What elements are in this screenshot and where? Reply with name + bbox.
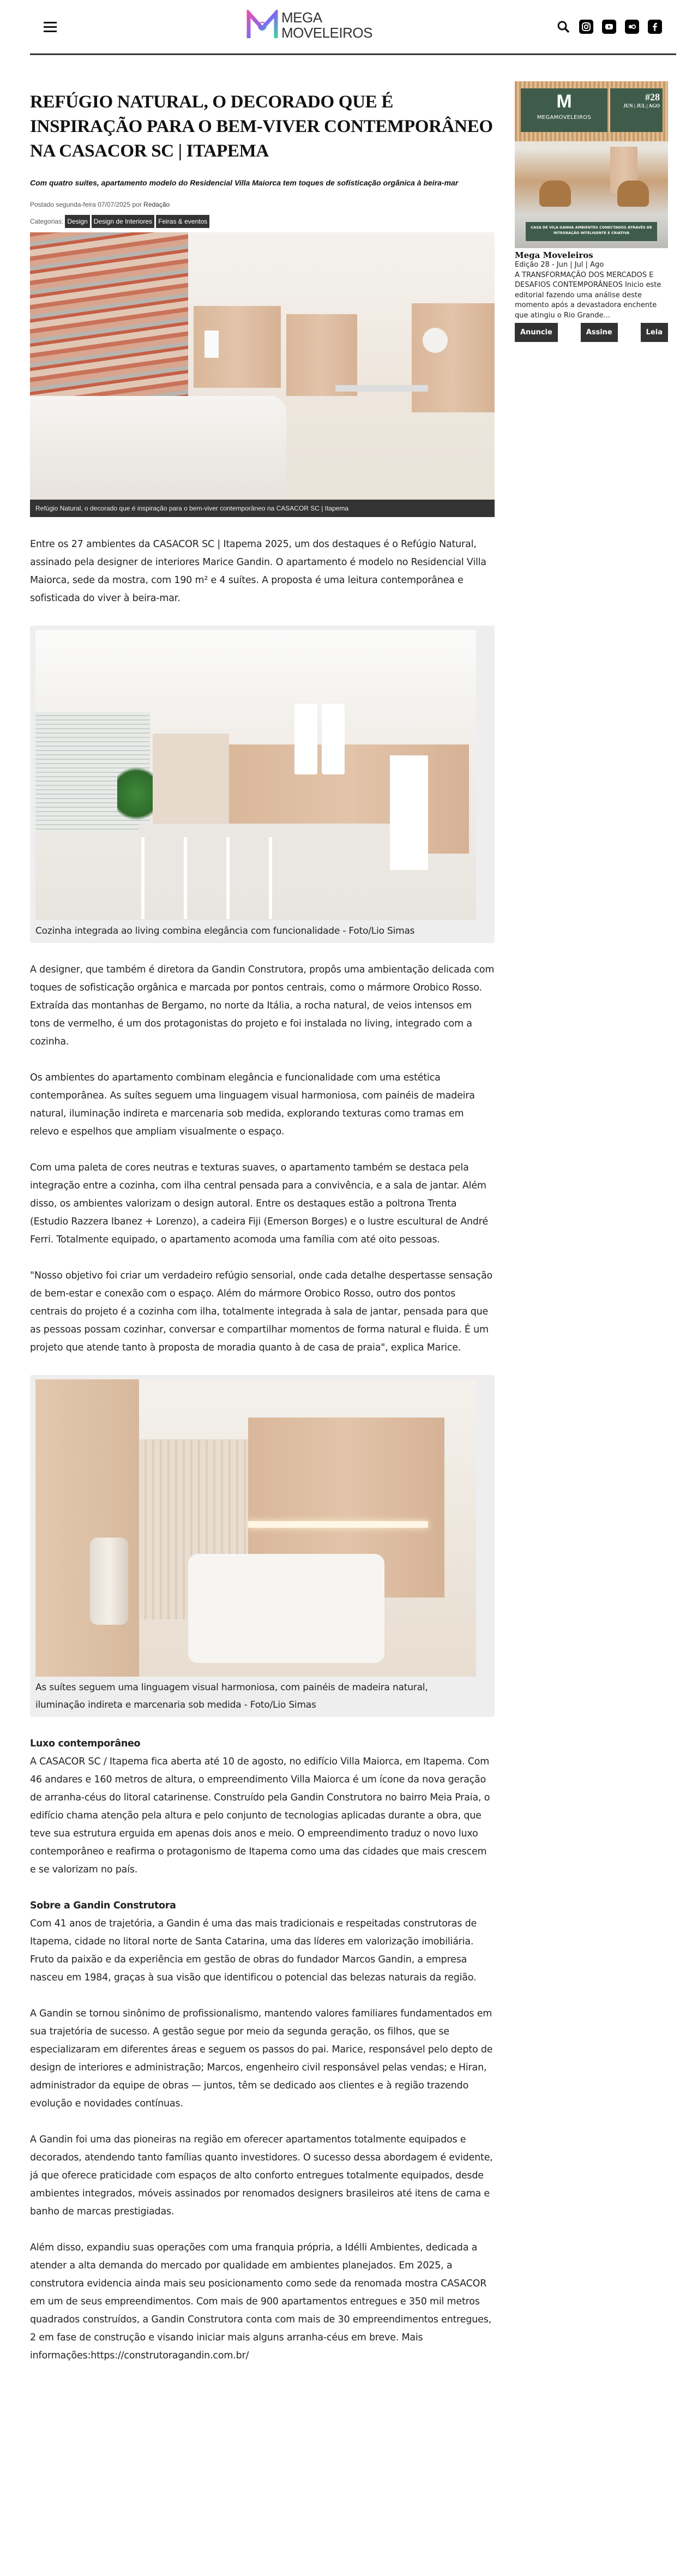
categories (30, 215, 495, 228)
paragraph: A Gandin foi uma das pioneiras na região em oferecer apartamentos totalmente equipados e decorados, atendendo tanto famílias quanto investidores. O sucesso dessa abordagem é evidente, já que oferece praticidade com espaços de alto conforto entregues totalmente equipados, desde ambientes integrados, móveis assinados por renomados designers brasileiros até itens de cama e banho de marcas prestigiadas. (30, 2134, 493, 2217)
section-heading: Luxo contemporâneo (30, 1738, 141, 1749)
paragraph: A designer, que também é diretora da Gandin Construtora, propôs uma ambientação delicada com toques de sofisticação orgânica e marcada por pontos centrais, como o mármore Orobico Rosso. Extraída das montanhas de Bergamo, no norte da Itália, a rocha natural, de veios intensos em tons de vermelho, é um dos protagonistas do projeto e foi instalada no living, integrado com a cozinha. (30, 964, 495, 1047)
article-subtitle: Com quatro suítes, apartamento modelo do Residencial Villa Maiorca tem toques de sofisticação orgânica à beira-mar (30, 178, 459, 187)
paragraph: Com 41 anos de trajetória, a Gandin é uma das mais tradicionais e respeitadas construtoras de Itapema, cidade no litoral norte de Santa Catarina, uma das líderes em valorização imobiliária. Fruto da paixão e da experiência em gestão de obras do fundador Marcos Gandin, a empresa nasceu em 1984, graças à sua visão que identificou o potencial das belezas naturais da região. (30, 1918, 477, 1983)
suite-image (35, 1379, 476, 1677)
menu-icon[interactable] (44, 22, 57, 33)
paragraph-text: Além disso, expandiu suas operações com uma franquia própria, a Idélli Ambientes, dedicada a atender a alta demanda do mercado por qualidade em ambientes planejados. Em 2025, a construtora evidencia ainda mais seu posicionamento como sede da renomada mostra CASACOR em um de seus empreendimentos. Com mais de 900 apartamentos entregues e 350 mil metros quadrados construídos, a Gandin Construtora conta com mais de 30 empreendimentos entregues, 2 em fase de construção e visando iniciar mais alguns arranha-céus em breve. Mais (30, 2242, 491, 2343)
facebook-icon[interactable] (648, 20, 662, 34)
cover-months: JUN | JUL | AGO (623, 103, 660, 109)
figure-caption: Cozinha integrada ao living combina elegância com funcionalidade - Foto/Lio Simas (35, 926, 415, 936)
article-title: REFÚGIO NATURAL, O DECORADO QUE É INSPIRAÇÃO PARA O BEM-VIVER CONTEMPORÂNEO NA CASACOR SC | ITAPEMA (30, 92, 493, 161)
wardrobe-panel (286, 314, 357, 396)
magazine-cover[interactable] (515, 81, 668, 248)
leia-button[interactable]: Leia (641, 323, 668, 342)
header-icons (556, 20, 662, 34)
cover-brand: MEGAMOVELEIROS (537, 115, 592, 121)
sidebar-magazine (515, 81, 668, 342)
post-meta (30, 201, 495, 208)
anuncie-button[interactable]: Anuncie (515, 323, 558, 342)
hero-image (30, 232, 495, 500)
cover-headline: CASA DE VILA GANHA AMBIENTES CONECTADOS ATRAVÉS DE INTEGRAÇÃO INTELIGENTE E CRIATIVA (526, 222, 657, 241)
gandin-link[interactable]: informações:https://construtoragandin.com.br/ (30, 2350, 249, 2361)
site-header (0, 0, 698, 55)
hero-figure (30, 232, 495, 517)
post-date: Postado segunda-feira 07/07/2025 por (30, 201, 142, 208)
cover-chair-right (617, 181, 649, 207)
search-icon[interactable] (556, 20, 570, 34)
cover-m-icon: M (556, 91, 572, 112)
logo-mark-icon (246, 10, 278, 40)
instagram-icon[interactable] (579, 20, 593, 34)
wood-column (35, 1379, 139, 1677)
category-tag-feiras-eventos[interactable]: Feiras & eventos (156, 215, 209, 228)
paragraph: Os ambientes do apartamento combinam elegância e funcionalidade com uma estética contemporânea. As suítes seguem uma linguagem visual harmoniosa, com painéis de madeira natural, iluminação indireta e marcenaria sob medida, explorando texturas como tramas em relevo e espelhos que ampliam visualmente o espaço. (30, 1072, 475, 1137)
cover-logo (521, 88, 607, 132)
kitchen-image (35, 630, 476, 920)
plant (117, 761, 155, 826)
figure-caption: As suítes seguem uma linguagem visual harmoniosa, com painéis de madeira natural, iluminação indireta e marcenaria sob medida - Foto/Lio Simas (35, 1682, 428, 1710)
paragraph: A CASACOR SC / Itapema fica aberta até 10 de agosto, no edifício Villa Maiorca, em Itapema. Com 46 andares e 160 metros de altura, o empreendimento Villa Maiorca é um ícone da nova geração de arranha-céus do litoral catarinense. Construído pela Gandin Construtora no bairro Meia Praia, o edifício chama atenção pela altura e pelo conjunto de tecnologias aplicadas durante a obra, que teve sua estrutura erguida em apenas dois anos e meio. O empreendimento traduz o novo luxo contemporâneo e reafirma o protagonismo de Itapema como uma das cidades que mais crescem e se valorizam no país. (30, 1756, 490, 1875)
paragraph: Entre os 27 ambientes da CASACOR SC | Itapema 2025, um dos destaques é o Refúgio Natural, assinado pela designer de interiores Marice Gandin. O apartamento é modelo no Residencial Villa Maiorca, sede da mostra, com 190 m² e 4 suítes. A proposta é uma leitura contemporânea e sofisticada do viver à beira-mar. (30, 539, 486, 604)
marble-wall (30, 232, 188, 412)
figure-suite (30, 1375, 495, 1717)
range-hood (204, 331, 219, 358)
bed (188, 1554, 384, 1663)
cover-chair-left (539, 181, 571, 207)
wall-art (423, 328, 448, 353)
led-strip (248, 1521, 428, 1528)
magazine-description: A TRANSFORMAÇÃO DOS MERCADOS E DESAFIOS CONTEMPORÂNEOS Inicio este editorial fazendo uma análise deste momento após a devastadora enchente que atingiu o Rio Grande... (515, 271, 661, 320)
article (30, 90, 495, 2365)
category-tag-design[interactable]: Design (65, 215, 89, 228)
magazine-title: Mega Moveleiros (515, 250, 593, 260)
logo-line1: MEGA (281, 9, 322, 26)
vase (90, 1538, 128, 1625)
flickr-icon[interactable] (625, 20, 639, 34)
bar-stools (134, 837, 303, 919)
logo-text (281, 10, 372, 40)
cover-issue-number: #28 (645, 92, 660, 103)
article-body (30, 536, 495, 2365)
paragraph: Com uma paleta de cores neutras e texturas suaves, o apartamento também se destaca pela integração entre a cozinha, com ilha central pensada para a convivência, e a sala de jantar. Além disso, os ambientes valorizam o design autoral. Entre os destaques estão a poltrona Trenta (Estudio Razzera Ibanez + Lorenzo), a cadeira Fiji (Emerson Borges) e o lustre escultural de André Ferri. Totalmente equipado, o apartamento acomoda uma família com até oito pessoas. (30, 1162, 488, 1245)
sofa (30, 396, 286, 500)
cover-issue (610, 88, 663, 132)
post-author[interactable]: Redação (143, 201, 170, 208)
categories-label: Categorias: (30, 218, 64, 225)
magazine-edition: Edição 28 - Jun | Jul | Ago (515, 261, 604, 269)
hood-left (294, 704, 317, 774)
paragraph (30, 2239, 495, 2365)
logo-line2: MOVELEIROS (281, 25, 372, 41)
site-logo[interactable] (246, 10, 372, 40)
hood-right (322, 704, 345, 774)
category-tag-design-de-interiores[interactable]: Design de Interiores (92, 215, 154, 228)
wall-panel (412, 303, 495, 412)
hero-caption: Refúgio Natural, o decorado que é inspiração para o bem-viver contemporâneo na CASACOR SC | Itapema (30, 500, 495, 517)
assine-button[interactable]: Assine (581, 323, 618, 342)
dining-table (335, 385, 428, 392)
header-divider (30, 53, 676, 55)
paragraph: "Nosso objetivo foi criar um verdadeiro refúgio sensorial, onde cada detalhe despertasse sensação de bem-estar e conexão com o espaço. Além do mármore Orobico Rosso, outro dos pontos centrais do projeto é a cozinha com ilha, totalmente integrada à sala de jantar, pensada para que as pessoas possam cozinhar, conversar e compartilhar momentos de forma natural e fluida. É um projeto que atende tanto à proposta de moradia quanto à de casa de praia", explica Marice. (30, 1270, 492, 1353)
youtube-icon[interactable] (602, 20, 616, 34)
figure-kitchen (30, 626, 495, 943)
door (390, 755, 428, 870)
section-heading: Sobre a Gandin Construtora (30, 1900, 176, 1911)
magazine-actions (515, 323, 668, 342)
paragraph: A Gandin se tornou sinônimo de profissionalismo, mantendo valores familiares fundamentados em sua trajetória de sucesso. A gestão segue por meio da segunda geração, os filhos, que se especializaram em diferentes áreas e seguem os passos do pai. Marice, responsável pelo depto de design de interiores e administração; Marcos, engenheiro civil responsável pelas vendas; e Hiran, administrador da equipe de obras — juntos, têm se dedicado aos clientes e à região trazendo evolução e novidades contínuas. (30, 2008, 493, 2109)
